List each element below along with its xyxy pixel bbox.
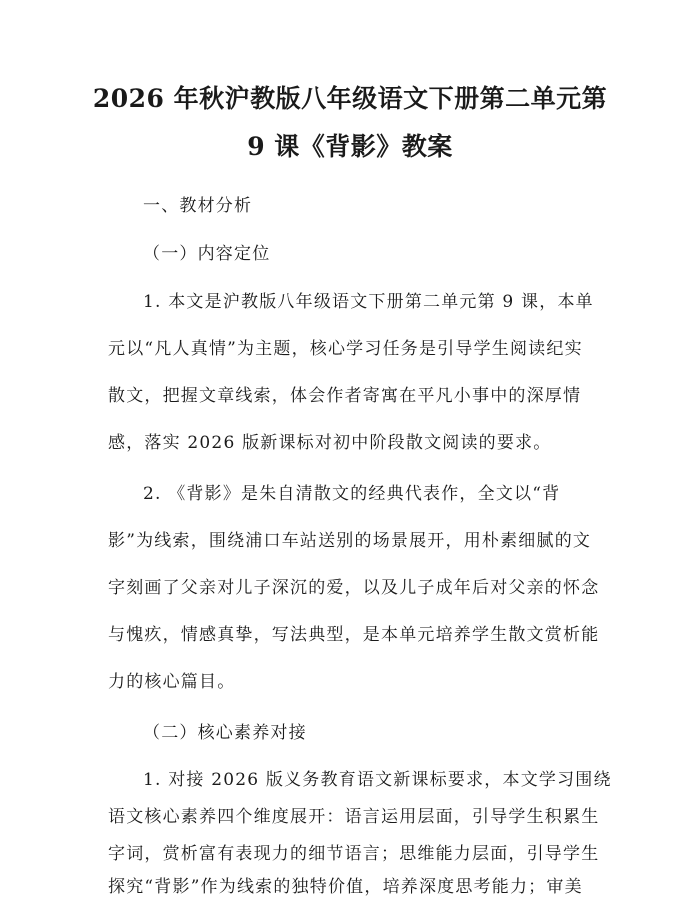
- paragraph-2-line-2: 影”为线索，围绕浦口车站送别的场景展开，用朴素细腻的文: [108, 531, 592, 551]
- paragraph-2-line-1: 2. 《背影》是朱自清散文的经典代表作，全文以“背: [143, 484, 561, 504]
- paragraph-3-line-3: 字词，赏析富有表现力的细节语言；思维能力层面，引导学生: [108, 844, 600, 864]
- paragraph-3-line-1: 1. 对接 2026 版义务教育语文新课标要求，本文学习围绕: [143, 770, 612, 790]
- document-title-line-2: 9 课《背影》教案: [247, 132, 453, 161]
- paragraph-1-line-1: 1. 本文是沪教版八年级语文下册第二单元第 9 课，本单: [143, 292, 594, 312]
- subsection-heading-content-positioning: （一）内容定位: [143, 244, 271, 264]
- section-heading-teaching-material-analysis: 一、教材分析: [143, 196, 253, 216]
- paragraph-2-line-5: 力的核心篇目。: [108, 672, 236, 692]
- paragraph-3-line-4: 探究“背影”作为线索的独特价值，培养深度思考能力；审美: [108, 877, 583, 897]
- subsection-heading-core-literacy: （二）核心素养对接: [143, 723, 307, 743]
- document-title-line-1: 2026 年秋沪教版八年级语文下册第二单元第: [92, 84, 608, 113]
- paragraph-2-line-3: 字刻画了父亲对儿子深沉的爱，以及儿子成年后对父亲的怀念: [108, 578, 600, 598]
- paragraph-1-line-3: 散文，把握文章线索，体会作者寄寓在平凡小事中的深厚情: [108, 386, 582, 406]
- paragraph-2-line-4: 与愧疚，情感真挚，写法典型，是本单元培养学生散文赏析能: [108, 625, 600, 645]
- paragraph-1-line-2: 元以“凡人真情”为主题，核心学习任务是引导学生阅读纪实: [108, 339, 583, 359]
- paragraph-1-line-4: 感，落实 2026 版新课标对初中阶段散文阅读的要求。: [108, 433, 552, 453]
- paragraph-3-line-2: 语文核心素养四个维度展开：语言运用层面，引导学生积累生: [108, 807, 600, 827]
